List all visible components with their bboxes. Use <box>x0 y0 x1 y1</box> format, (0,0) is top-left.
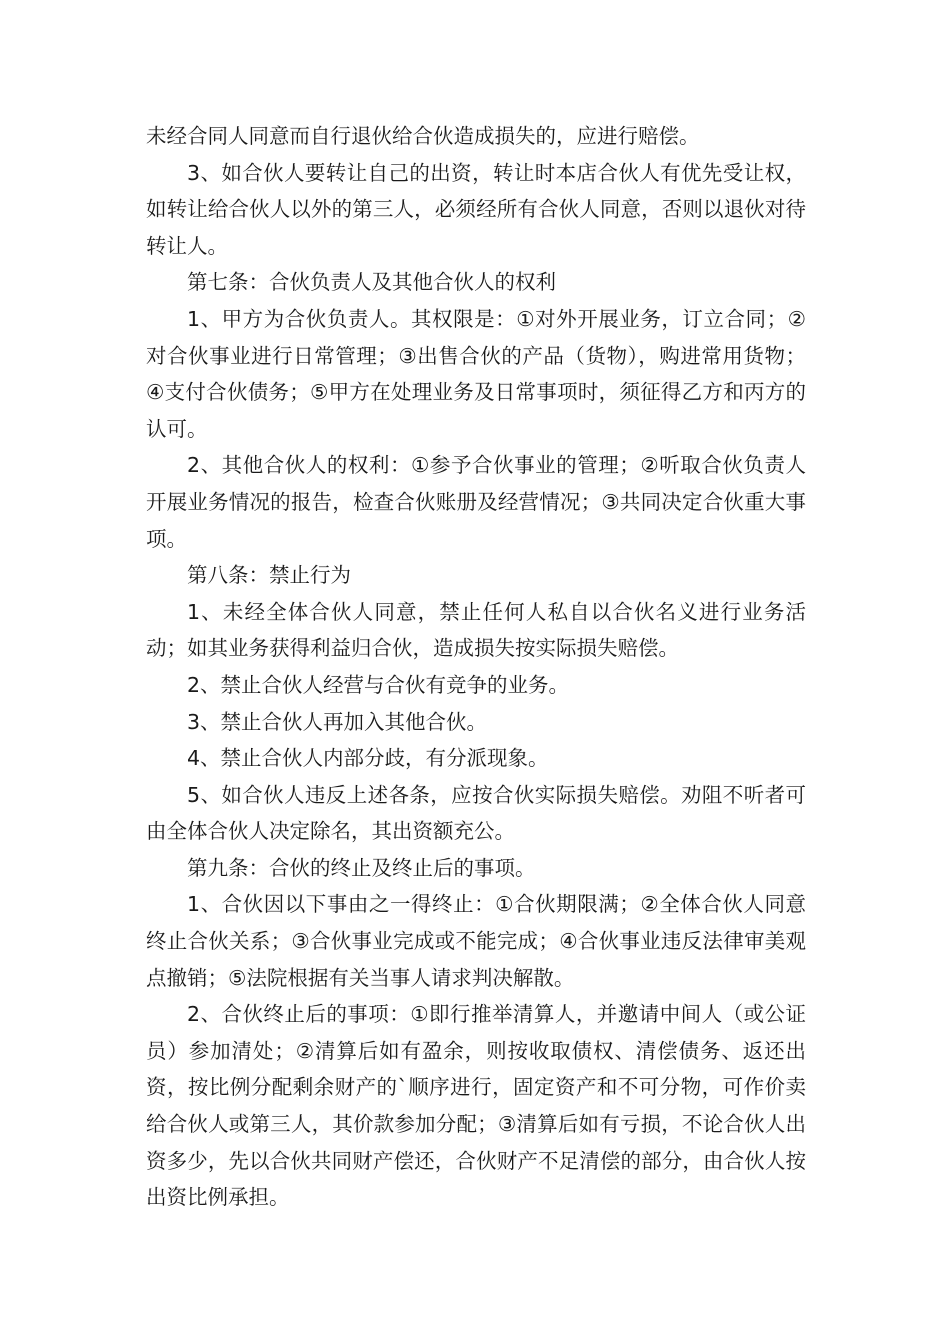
article-8-item-5: 5、如合伙人违反上述各条，应按合伙实际损失赔偿。劝阻不听者可由全体合伙人决定除名，其出资额充公。 <box>146 782 806 844</box>
paragraph-transfer-clause: 3、如合伙人要转让自己的出资，转让时本店合伙人有优先受让权，如转让给合伙人以外的第三人，必须经所有合伙人同意，否则以退伙对待转让人。 <box>146 160 806 258</box>
article-7-heading: 第七条：合伙负责人及其他合伙人的权利 <box>187 270 556 295</box>
article-7-item-1: 1、甲方为合伙负责人。其权限是：①对外开展业务，订立合同；②对合伙事业进行日常管理；③出售合伙的产品（货物），购进常用货物；④支付合伙债务；⑤甲方在处理业务及日常事项时，须征得乙方和丙方的认可。 <box>146 306 806 441</box>
article-8-item-1: 1、未经全体合伙人同意，禁止任何人私自以合伙名义进行业务活动；如其业务获得利益归合伙，造成损失按实际损失赔偿。 <box>146 599 806 661</box>
article-9-heading: 第九条：合伙的终止及终止后的事项。 <box>187 855 536 880</box>
document-body <box>146 118 806 1216</box>
article-7-item-2: 2、其他合伙人的权利：①参予合伙事业的管理；②听取合伙负责人开展业务情况的报告，检查合伙账册及经营情况；③共同决定合伙重大事项。 <box>146 453 806 551</box>
article-8-item-3: 3、禁止合伙人再加入其他合伙。 <box>187 709 488 734</box>
article-9-item-1: 1、合伙因以下事由之一得终止：①合伙期限满；②全体合伙人同意终止合伙关系；③合伙事业完成或不能完成；④合伙事业违反法律审美观点撤销；⑤法院根据有关当事人请求判决解散。 <box>146 892 806 990</box>
article-9-item-2: 2、合伙终止后的事项：①即行推举清算人，并邀请中间人（或公证员）参加清处；②清算后如有盈余，则按收取债权、清偿债务、返还出资，按比例分配剩余财产的`顺序进行，固定资产和不可分物，可作价卖给合伙人或第三人，其价款参加分配；③清算后如有亏损，不论合伙人出资多少，先以合伙共同财产偿还，合伙财产不足清偿的部分，由合伙人按出资比例承担。 <box>146 1002 806 1210</box>
article-8-item-4: 4、禁止合伙人内部分歧，有分派现象。 <box>187 746 549 771</box>
article-8-heading: 第八条：禁止行为 <box>187 563 351 588</box>
article-8-item-2: 2、禁止合伙人经营与合伙有竞争的业务。 <box>187 672 570 697</box>
paragraph-continuation: 未经合同人同意而自行退伙给合伙造成损失的，应进行赔偿。 <box>146 124 700 148</box>
